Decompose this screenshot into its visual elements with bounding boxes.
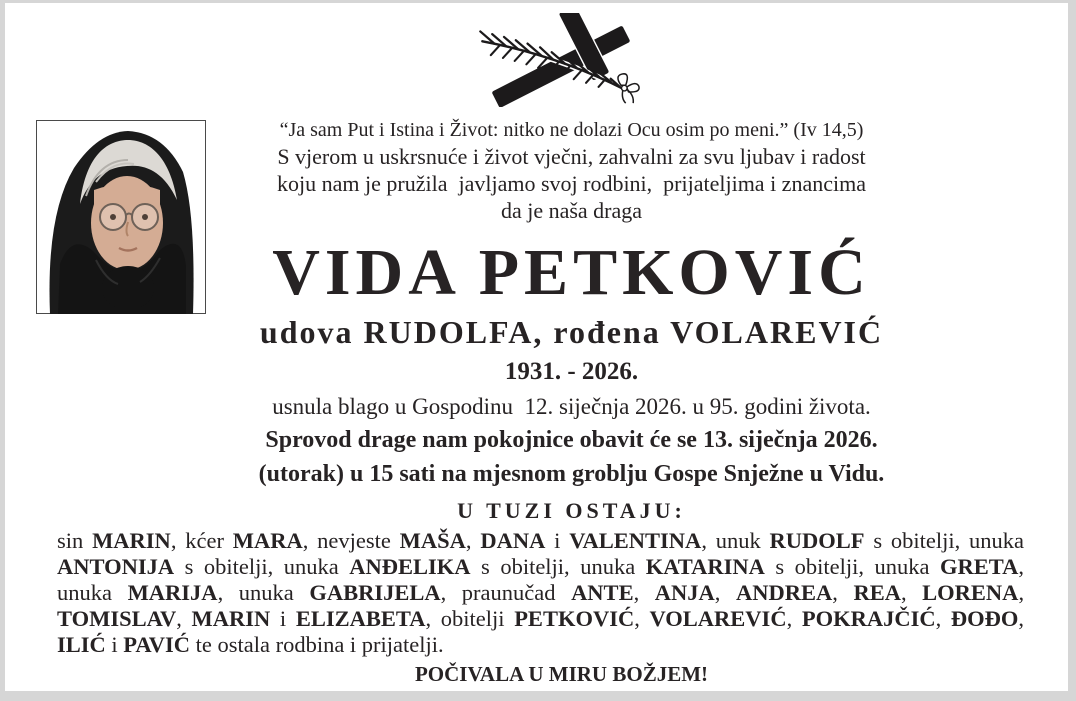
- intro-line-1: S vjerom u uskrsnuće i život vječni, zahvalni za svu ljubav i radost: [277, 144, 866, 169]
- scripture-quote: “Ja sam Put i Istina i Život: nitko ne dolazi Ocu osim po meni.” (Iv 14,5): [279, 119, 864, 141]
- closing-line: POČIVALA U MIRU BOŽJEM!: [414, 662, 709, 686]
- deceased-name: VIDA PETKOVIĆ: [272, 236, 871, 309]
- mourners-heading: U TUZI OSTAJU:: [457, 498, 686, 523]
- portrait-photo: [36, 120, 206, 314]
- header-icon-area: [55, 3, 1068, 107]
- intro-line-3: da je naša draga: [500, 198, 643, 223]
- birth-death-years: 1931. - 2026.: [504, 358, 639, 385]
- obituary-card: [5, 3, 1068, 691]
- death-announcement-line: usnula blago u Gospodinu 12. siječnja 2026. u 95. godini života.: [272, 394, 871, 419]
- intro-line-2: koju nam je pružila javljamo svoj rodbini, prijateljima i znancima: [277, 171, 866, 196]
- cross-with-palm-branch-icon: [473, 13, 651, 107]
- announcement-text-block: [195, 117, 948, 488]
- funeral-info-line-1: Sprovod drage nam pokojnice obavit će se 13. siječnja 2026.: [265, 427, 878, 453]
- mourners-list: sin MARIN, kćer MARA, nevjeste MAŠA, DANA i VALENTINA, unuk RUDOLF s obitelji, unuka ANTONIJA s obitelji, unuka ANĐELIKA s obitelji, unuka KATARINA s obitelji, unuka GRETA, unuka MARIJA, unuka GABRIJELA, praunučad ANTE, ANJA, ANDREA, REA, LORENA, TOMISLAV, MARIN i ELIZABETA, obitelji PETKOVIĆ, VOLAREVIĆ, POKRAJČIĆ, ĐOĐO, ILIĆ i PAVIĆ te ostala rodbina i prijatelji.: [57, 528, 1025, 657]
- funeral-info-line-2: (utorak) u 15 sati na mjesnom groblju Gospe Snježne u Vidu.: [258, 461, 885, 487]
- deceased-relation-line: udova RUDOLFA, rođena VOLAREVIĆ: [259, 314, 884, 350]
